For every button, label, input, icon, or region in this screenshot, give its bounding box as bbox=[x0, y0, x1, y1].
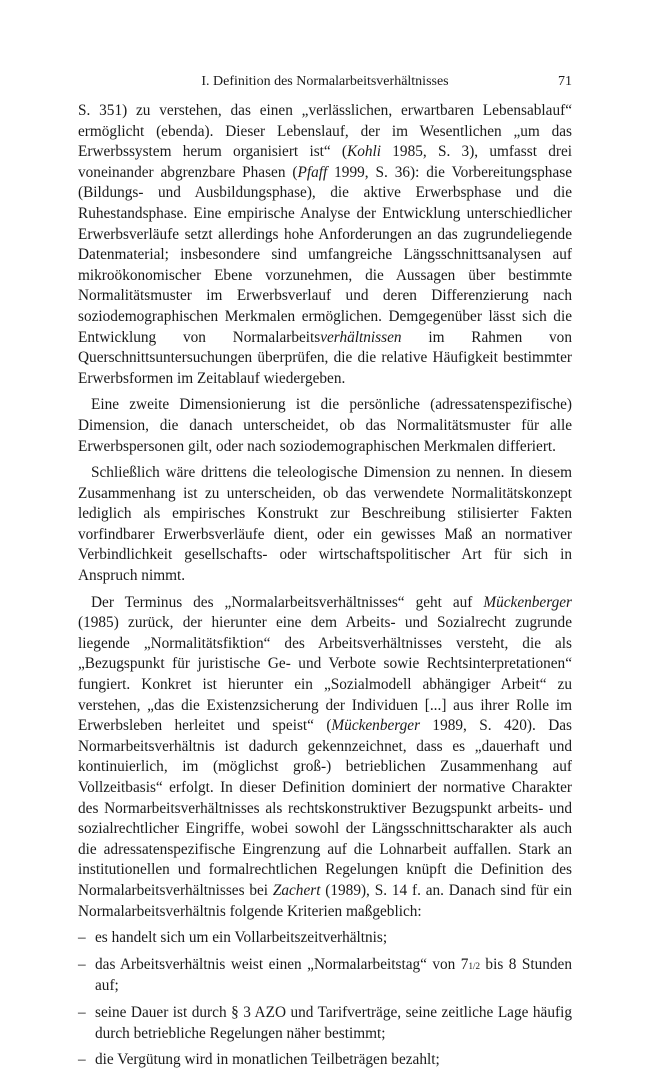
paragraph-1-text-3: 1999, S. 36): die Vorbereitungsphase (Bildungs- und Ausbildungsphase), die aktive Erwerbsphase und die Ruhestandsphase. Eine empirische Analyse der Entwicklung unterschiedlicher Erwerbsverläufe setzt allerdings hohe Anforderungen an das zugrundeliegende Datenmaterial; insbesondere sind umfangreiche Längsschnittsanalysen auf mikroökonomischer Ebene vorzunehmen, die Aussagen über bestimmte Normalitätsmuster im Erwerbsverlauf und deren Differenzierung nach soziodemographischen Merkmalen ermöglichen. Demgegenüber lässt sich die Entwicklung von Normalarbeits bbox=[78, 163, 572, 346]
criteria-list bbox=[78, 928, 572, 1071]
page-body bbox=[78, 101, 572, 1077]
paragraph-4-text-3: 1989, S. 420). Das Normarbeitsverhältnis ist dadurch gekennzeichnet, dass es „dauerhaft und kontinuierlich, im (möglichst groß-) betrieblichen Zusammenhang auf Vollzeitbasis“ erfolgt. In dieser Definition dominiert der normative Charakter des Normarbeitsverhältnisses als rechtskonstruktiver Bezugspunkt arbeits- und sozialrechtlicher Eingriffe, wobei sowohl der Längsschnittscharakter als auch die adressatenspezifische Eingrenzung auf die Lohnarbeit auffallen. Stark an institutionellen und formalrechtlichen Regelungen knüpft die Definition des Normalarbeitsverhältnisses bei bbox=[78, 717, 572, 899]
paragraph-3: Schließlich wäre drittens die teleologische Dimension zu nennen. In diesem Zusammenhang ist zu unterscheiden, ob das verwendete Normalitätskonzept lediglich als empirisches Konstrukt zur Beschreibung stilisierter Fakten vorfindbarer Erwerbsverläufe dient, oder ein gewisses Maß an normativer Verbindlichkeit gesellschafts- oder wirtschaftspolitischer Art für sich in Anspruch nimmt. bbox=[78, 464, 572, 585]
list-item bbox=[78, 928, 572, 949]
paragraph-1-text-1: S. 351) zu verstehen, das einen „verlässlichen, erwartbaren Lebensablauf“ ermöglicht (ebenda). Dieser Lebenslauf, der im Wesentlichen „um das Erwerbssystem herum organisiert ist“ ( bbox=[78, 102, 572, 161]
paragraph-2: Eine zweite Dimensionierung ist die persönliche (adressatenspezifische) Dimension, die danach unterscheidet, ob das Normalitätsmuster für alle Erwerbspersonen gilt, oder nach soziodemographischen Merkmalen differiert. bbox=[78, 396, 572, 455]
list-item bbox=[78, 1050, 572, 1071]
citation-mueckenberger-1989: Mückenberger bbox=[331, 717, 421, 735]
citation-mueckenberger-1985: Mückenberger bbox=[483, 593, 572, 611]
citation-kohli: Kohli bbox=[347, 143, 382, 161]
list-dash: – bbox=[78, 955, 86, 973]
list-item bbox=[78, 1003, 572, 1044]
citation-pfaff: Pfaff bbox=[297, 163, 328, 181]
paragraph-1 bbox=[78, 101, 572, 389]
paragraph-4 bbox=[78, 593, 572, 923]
citation-zachert: Zachert bbox=[272, 881, 321, 899]
paragraph-4-text-4: (1989), S. 14 f. an. Danach sind für ein Normalarbeitsverhältnis folgende Kriterien maßgeblich: bbox=[78, 881, 572, 920]
list-item-text: bis 8 Stunden auf; bbox=[95, 955, 572, 995]
list-item-text: seine Dauer ist durch § 3 AZO und Tarifverträge, seine zeitliche Lage häufig durch betriebliche Regelungen näher bestimmt; bbox=[95, 1003, 572, 1042]
list-item-text: das Arbeitsverhältnis weist einen „Normalarbeitstag“ von 7 bbox=[95, 955, 469, 973]
paragraph-1-text-4: im Rahmen von Querschnittsuntersuchungen überprüfen, die die relative Häufigkeit bestimmter Erwerbsformen im Zeitablauf wiedergeben. bbox=[78, 328, 572, 387]
list-dash: – bbox=[78, 1051, 86, 1069]
list-item-text: es handelt sich um ein Vollarbeitszeitverhältnis; bbox=[95, 929, 388, 947]
running-header-title: I. Definition des Normalarbeitsverhältnisses bbox=[201, 74, 449, 89]
fraction-half: 1/2 bbox=[468, 960, 480, 971]
page-number: 71 bbox=[558, 74, 572, 89]
paragraph-1-text-2: 1985, S. 3), umfasst drei voneinander abgrenzbare Phasen ( bbox=[78, 143, 572, 181]
paragraph-4-text-2: (1985) zurück, der hierunter eine dem Arbeits- und Sozialrecht zugrunde liegende „Normalitätsfiktion“ des Arbeitsverhältnisses versteht, die als „Bezugspunkt für juristische Ge- und Verbote sowie Rechtsinterpretationen“ fungiert. Konkret ist hierunter ein „Sozialmodell abhängiger Arbeit“ zu verstehen, „das die Existenzsicherung der Individuen [...] aus ihrer Rolle im Erwerbsleben herleitet und speist“ ( bbox=[78, 614, 572, 735]
list-dash: – bbox=[78, 1003, 86, 1021]
list-item bbox=[78, 955, 572, 997]
paragraph-4-text-1: Der Terminus des „Normalarbeitsverhältnisses“ geht auf bbox=[91, 593, 484, 611]
running-header bbox=[78, 72, 572, 92]
emphasis-verhaeltnissen: verhältnissen bbox=[320, 328, 402, 346]
list-dash: – bbox=[78, 929, 86, 947]
list-item-text: die Vergütung wird in monatlichen Teilbeträgen bezahlt; bbox=[95, 1051, 440, 1069]
